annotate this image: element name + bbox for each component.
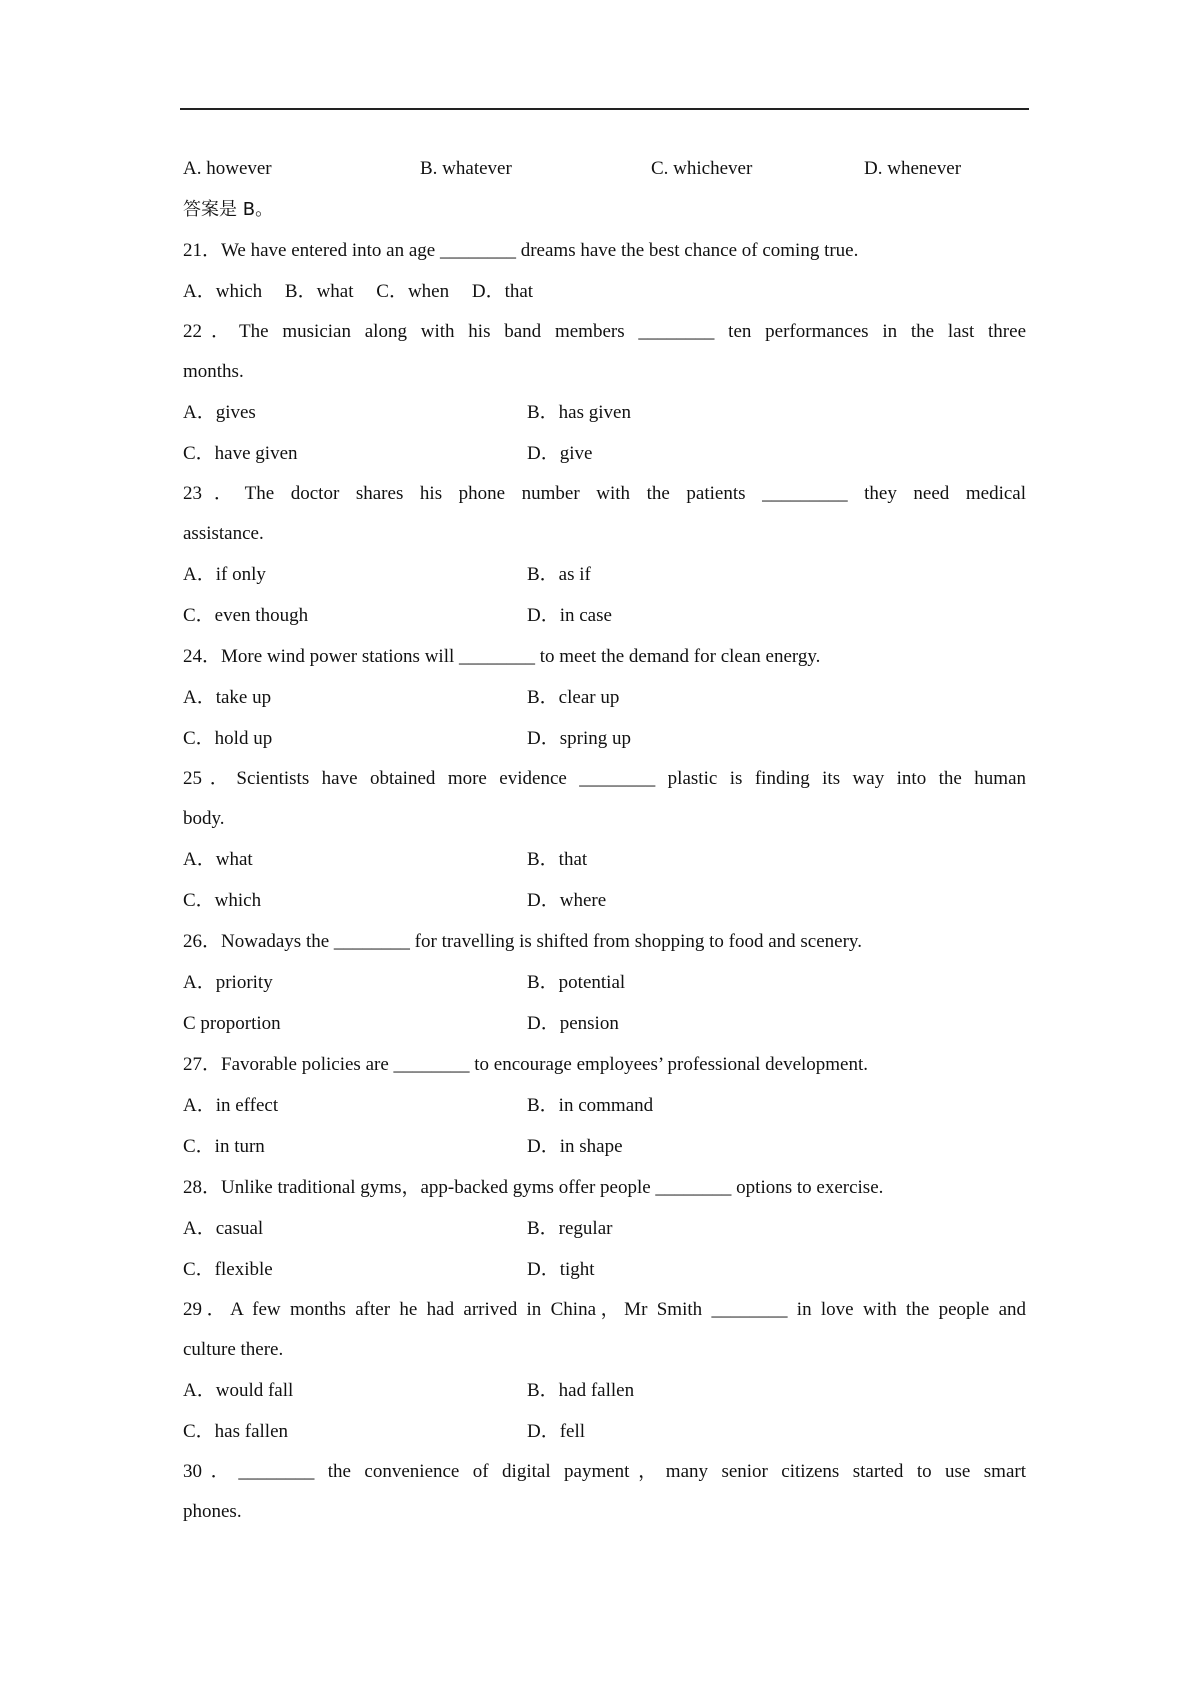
option: B．had fallen <box>527 1380 635 1401</box>
option: D．pension <box>527 1013 619 1034</box>
option: A．what <box>183 849 253 870</box>
q20-options <box>183 148 1026 189</box>
option: B．clear up <box>527 687 620 708</box>
question-options <box>183 718 1026 759</box>
question-stem: 24．More wind power stations will ________ to meet the demand for clean energy. <box>183 646 821 667</box>
option: B．in command <box>527 1095 654 1116</box>
option: C．have given <box>183 443 298 464</box>
question-options <box>183 1370 1026 1411</box>
option: A．priority <box>183 972 273 993</box>
option: A．which <box>183 281 263 302</box>
q21-options <box>183 271 1026 312</box>
option: A. however <box>183 158 272 179</box>
question-options <box>183 880 1026 921</box>
question-stem-cont: body. <box>183 808 225 829</box>
question-options <box>183 1126 1026 1167</box>
option: D．spring up <box>527 728 631 749</box>
question-options <box>183 392 1026 433</box>
question-list <box>183 148 1026 1532</box>
option: B．has given <box>527 402 631 423</box>
question-stem-cont: culture there. <box>183 1339 284 1360</box>
question-options <box>183 839 1026 880</box>
option: C．flexible <box>183 1259 273 1280</box>
question-stem: 28．Unlike traditional gyms，app-backed gyms offer people ________ options to exercise. <box>183 1177 884 1198</box>
option: C．has fallen <box>183 1421 289 1442</box>
option: D. whenever <box>864 158 962 179</box>
question-stem: 26．Nowadays the ________ for travelling is shifted from shopping to food and scenery. <box>183 931 862 952</box>
question-options <box>183 1003 1026 1044</box>
option: B．what <box>284 281 354 302</box>
question-stem-cont: months. <box>183 361 244 382</box>
option: C proportion <box>183 1013 281 1034</box>
option: B．potential <box>527 972 626 993</box>
question-options <box>183 1085 1026 1126</box>
option: C．which <box>183 890 262 911</box>
answer-note: 答案是 B。 <box>183 199 274 220</box>
option: A．would fall <box>183 1380 294 1401</box>
option: D．in shape <box>527 1136 623 1157</box>
option: D．that <box>471 281 534 302</box>
option: C．even though <box>183 605 309 626</box>
option: C．in turn <box>183 1136 265 1157</box>
option: D．give <box>527 443 593 464</box>
option: B．as if <box>527 564 591 585</box>
option: D．in case <box>527 605 612 626</box>
option: D．fell <box>527 1421 586 1442</box>
question-stem: 23．The doctor shares his phone number with the patients _________ they need medical <box>183 483 1026 504</box>
question-stem: 22．The musician along with his band members ________ ten performances in the last three <box>183 321 1026 342</box>
option: A．in effect <box>183 1095 279 1116</box>
question-stem: 21．We have entered into an age ________ dreams have the best chance of coming true. <box>183 240 859 261</box>
question-options <box>183 1208 1026 1249</box>
question-options <box>183 1411 1026 1452</box>
question-stem: 25．Scientists have obtained more evidence ________ plastic is finding its way into the human <box>183 768 1026 789</box>
question-stem-cont: assistance. <box>183 523 264 544</box>
option: B．regular <box>527 1218 613 1239</box>
option: A．gives <box>183 402 256 423</box>
option: A．take up <box>183 687 272 708</box>
question-options <box>183 962 1026 1003</box>
option: C. whichever <box>651 158 753 179</box>
question-stem: 27．Favorable policies are ________ to encourage employees’ professional development. <box>183 1054 869 1075</box>
option: B. whatever <box>420 158 512 179</box>
question-options <box>183 1249 1026 1290</box>
question-options <box>183 677 1026 718</box>
option: A．if only <box>183 564 266 585</box>
option: A．casual <box>183 1218 264 1239</box>
option: B．that <box>527 849 588 870</box>
question-stem-cont: phones. <box>183 1501 242 1522</box>
option: D．tight <box>527 1259 595 1280</box>
question-options <box>183 595 1026 636</box>
option: C．when <box>376 281 450 302</box>
option: D．where <box>527 890 607 911</box>
header-rule <box>180 108 1029 110</box>
question-stem: 29．A few months after he had arrived in China，Mr Smith ________ in love with the people and <box>183 1299 1026 1320</box>
question-options <box>183 554 1026 595</box>
option: C．hold up <box>183 728 273 749</box>
question-stem: 30．________ the convenience of digital payment，many senior citizens started to use smart <box>183 1461 1026 1482</box>
question-options <box>183 433 1026 474</box>
